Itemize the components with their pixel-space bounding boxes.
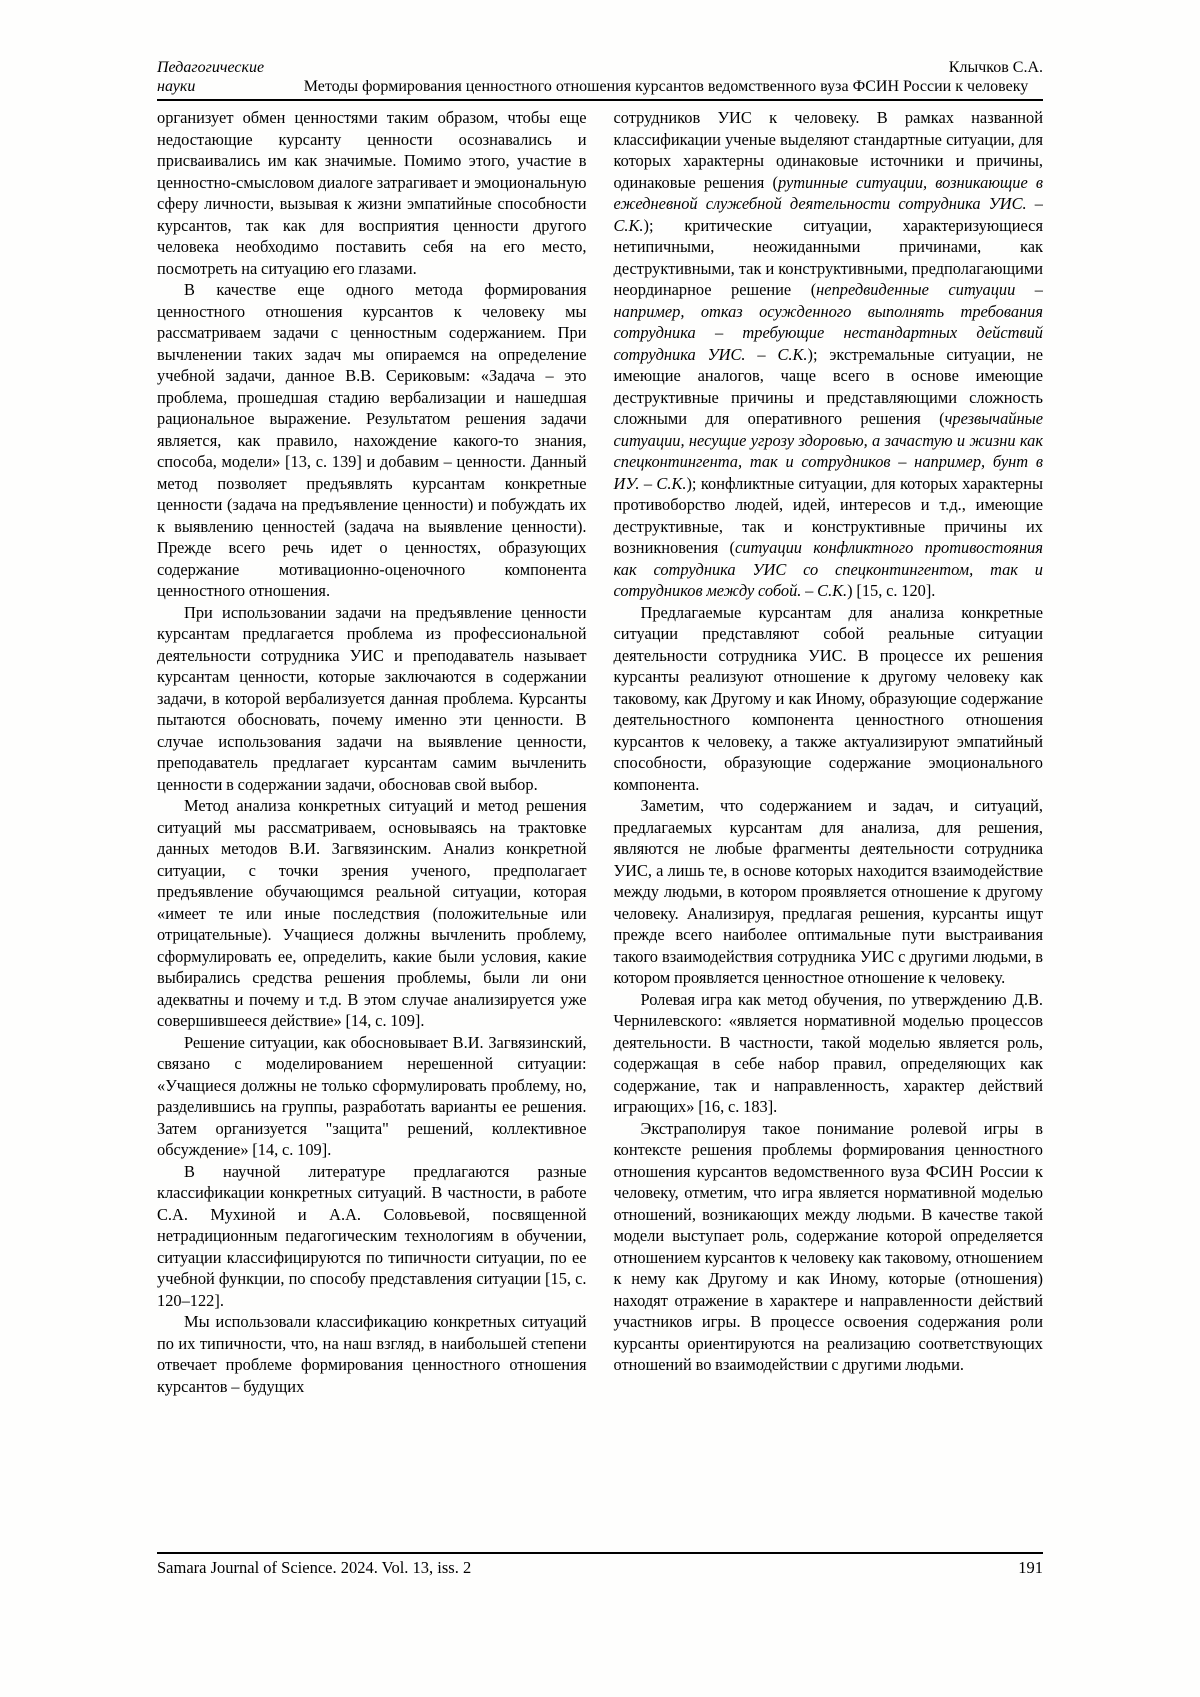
text-run: организует обмен ценностями таким образом, чтобы еще недостающие курсанту ценности осознавались и присваивались им как значимые. Помимо этого, участие в ценностно-смысловом диалоге затрагивает и эмоциональную сферу личности, вызывая к жизни эмпатийные способности курсантов, так как для восприятия ценности другого человека необходимо поставить себя на его место, посмотреть на ситуацию его глазами. (157, 108, 587, 278)
header-main (289, 58, 1043, 96)
section-name-line1: Педагогические (157, 59, 265, 76)
text-run: В качестве еще одного метода формирования ценностного отношения курсантов к человеку мы рассматриваем задачи с ценностным содержанием. При вычленении таких задач мы опираемся на определение учебной задачи, данное В.В. Сериковым: «Задача – это проблема, прошедшая стадию вербализации и нашедшая рациональное выражение. Результатом решения задачи является, как правило, нахождение какого-то знания, способа, модели» [13, с. 139] и добавим – ценности. Данный метод позволяет предъявлять курсантам конкретные ценности (задача на предъявление ценности) и побуждать их к выявлению ценностей (задача на выявление ценности). Прежде всего речь идет о ценностях, образующих содержание мотивационно-оценочного компонента ценностного отношения. (157, 280, 587, 600)
paragraph (157, 602, 587, 796)
text-run: Экстраполируя такое понимание ролевой игры в контексте решения проблемы формирования ценностного отношения курсантов ведомственного вуза ФСИН России к человеку, отметим, что игра является нормативной моделью отношений, возникающих между людьми. В качестве такой модели выступает роль, содержание которой определяется отношением курсантов к человеку как таковому, отношением к нему как Другому и как Иному, которые (отношения) находят отражение в характере и направленности действий участников игры. В процессе освоения содержания роли курсанты ориентируются на реализацию соответствующих отношений во взаимодействии с другими людьми. (613, 1118, 1043, 1374)
page-number: 191 (1018, 1558, 1043, 1577)
italic-text-run: чрезвычайные ситуации, несущие угрозу здоровью, а зачастую и жизни как спецконтингента, так и сотрудников – например, бунт в ИУ. – С.К. (613, 409, 1043, 493)
left-column (157, 107, 587, 1549)
page-header (157, 58, 1043, 96)
text-run: В научной литературе предлагаются разные классификации конкретных ситуаций. В частности, в работе С.А. Мухиной и А.А. Соловьевой, посвященной нетрадиционным педагогическим технологиям в обучении, ситуации классифицируются по типичности ситуации, по ее учебной функции, по способу представления ситуации [15, с. 120–122]. (157, 1161, 587, 1310)
paragraph (614, 1118, 1044, 1376)
text-run: Ролевая игра как метод обучения, по утверждению Д.В. Чернилевского: «является нормативной моделью процессов деятельности. В частности, такой моделью является роль, содержащая в себе набор правил, определяющих как содержание, так и направленность, характер действий играющих» [16, с. 183]. (613, 989, 1043, 1116)
paragraph (614, 107, 1044, 602)
text-run: ); экстремальные ситуации, не имеющие аналогов, чаще всего в основе имеющие деструктивные причины и представляющими сложность сложными для оперативного решения ( (613, 344, 1043, 428)
section-name-line2: науки (157, 78, 196, 95)
page-footer (157, 1549, 1043, 1579)
paragraph (157, 795, 587, 1032)
text-run: Решение ситуации, как обосновывает В.И. Загвязинский, связано с моделированием нерешенной ситуации: «Учащиеся должны не только сформулировать проблему, но, разделившись на группы, разработать варианты ее решения. Затем организуется "защита" решений, коллективное обсуждение» [14, с. 109]. (157, 1032, 587, 1159)
paragraph (157, 1032, 587, 1161)
journal-citation: Samara Journal of Science. 2024. Vol. 13, iss. 2 (157, 1558, 472, 1577)
paragraph (614, 989, 1044, 1118)
article-body (157, 107, 1043, 1549)
paragraph (614, 602, 1044, 796)
header-divider (157, 99, 1043, 101)
text-run: Мы использовали классификацию конкретных ситуаций по их типичности, что, на наш взгляд, в наибольшей степени отвечает проблеме формирования ценностного отношения курсантов – будущих (157, 1312, 587, 1396)
text-run: ); конфликтные ситуации, для которых характерны противоборство людей, идей, интересов и т.д., имеющие деструктивные, так и конструктивные причины их возникновения ( (613, 473, 1043, 557)
text-run: Метод анализа конкретных ситуаций и метод решения ситуаций мы рассматриваем, основываясь на трактовке данных методов В.И. Загвязинским. Анализ конкретной ситуации, с точки зрения ученого, предполагает предъявление обучающимся реальной ситуации, которая «имеет те или иные последствия (положительные или отрицательные). Учащиеся должны вычленить проблему, сформулировать ее, определить, какие были условия, какие выбирались средства решения проблемы, были ли они адекватны и почему и т.д. В этом случае анализируется уже совершившееся действие» [14, с. 109]. (157, 796, 587, 1030)
italic-text-run: ситуации конфликтного противостояния как сотрудника УИС со спецконтингентом, так и сотрудников между собой. – С.К. (613, 538, 1043, 600)
paragraph (614, 795, 1044, 989)
section-name (157, 58, 289, 96)
article-title: Методы формирования ценностного отношения курсантов ведомственного вуза ФСИН России к человеку (303, 78, 1029, 95)
paragraph (157, 1161, 587, 1312)
text-run: сотрудников УИС к человеку. В рамках названной классификации ученые выделяют стандартные ситуации, для которых характерны одинаковые источники и причины, одинаковые решения ( (613, 108, 1043, 192)
paragraph (157, 107, 587, 279)
text-run: ) [15, с. 120]. (847, 581, 936, 600)
paragraph (157, 1311, 587, 1397)
text-run: Предлагаемые курсантам для анализа конкретные ситуации представляют собой реальные ситуации деятельности сотрудника УИС. В процессе их решения курсанты реализуют отношение к другому человеку как таковому, как Другому и как Иному, образующие содержание деятельностного компонента ценностного отношения курсантов к человеку, а также актуализируют эмпатийный способности, образующие содержание эмоционального компонента. (613, 602, 1043, 794)
text-run: При использовании задачи на предъявление ценности курсантам предлагается проблема из профессиональной деятельности сотрудника УИС и преподаватель называет курсантам ценности, которые заключаются в содержании задачи, в которой вербализуется данная проблема. Курсанты пытаются обосновать, почему именно эти ценности. В случае использования задачи на выявление ценности, преподаватель предлагает курсантам самим вычленить ценности в содержании задачи, обосновав свой выбор. (157, 602, 587, 794)
right-column (614, 107, 1044, 1549)
text-run: Заметим, что содержанием и задач, и ситуаций, предлагаемых курсантам для анализа, для решения, являются не любые фрагменты деятельности сотрудника УИС, а лишь те, в основе которых находится взаимодействие между людьми, в котором проявляется отношение к другому человеку. Анализируя, предлагая решения, курсанты ищут прежде всего наиболее оптимальные пути выстраивания такого взаимодействия сотрудника УИС с другими людьми, в котором проявляется ценностное отношение к человеку. (613, 796, 1043, 987)
author-name: Клычков С.А. (948, 59, 1043, 76)
paragraph (157, 279, 587, 602)
text-run: ); критические ситуации, характеризующиеся нетипичными, неожиданными причинами, как деструктивными, так и конструктивными, предполагающими неординарное решение ( (613, 215, 1043, 299)
italic-text-run: рутинные ситуации, возникающие в ежедневной служебной деятельности сотрудника УИС. – С.К. (613, 172, 1043, 235)
italic-text-run: непредвиденные ситуации – например, отказ осужденного выполнять требования сотрудника – требующие нестандартных действий сотрудника УИС. – С.К. (613, 280, 1043, 364)
